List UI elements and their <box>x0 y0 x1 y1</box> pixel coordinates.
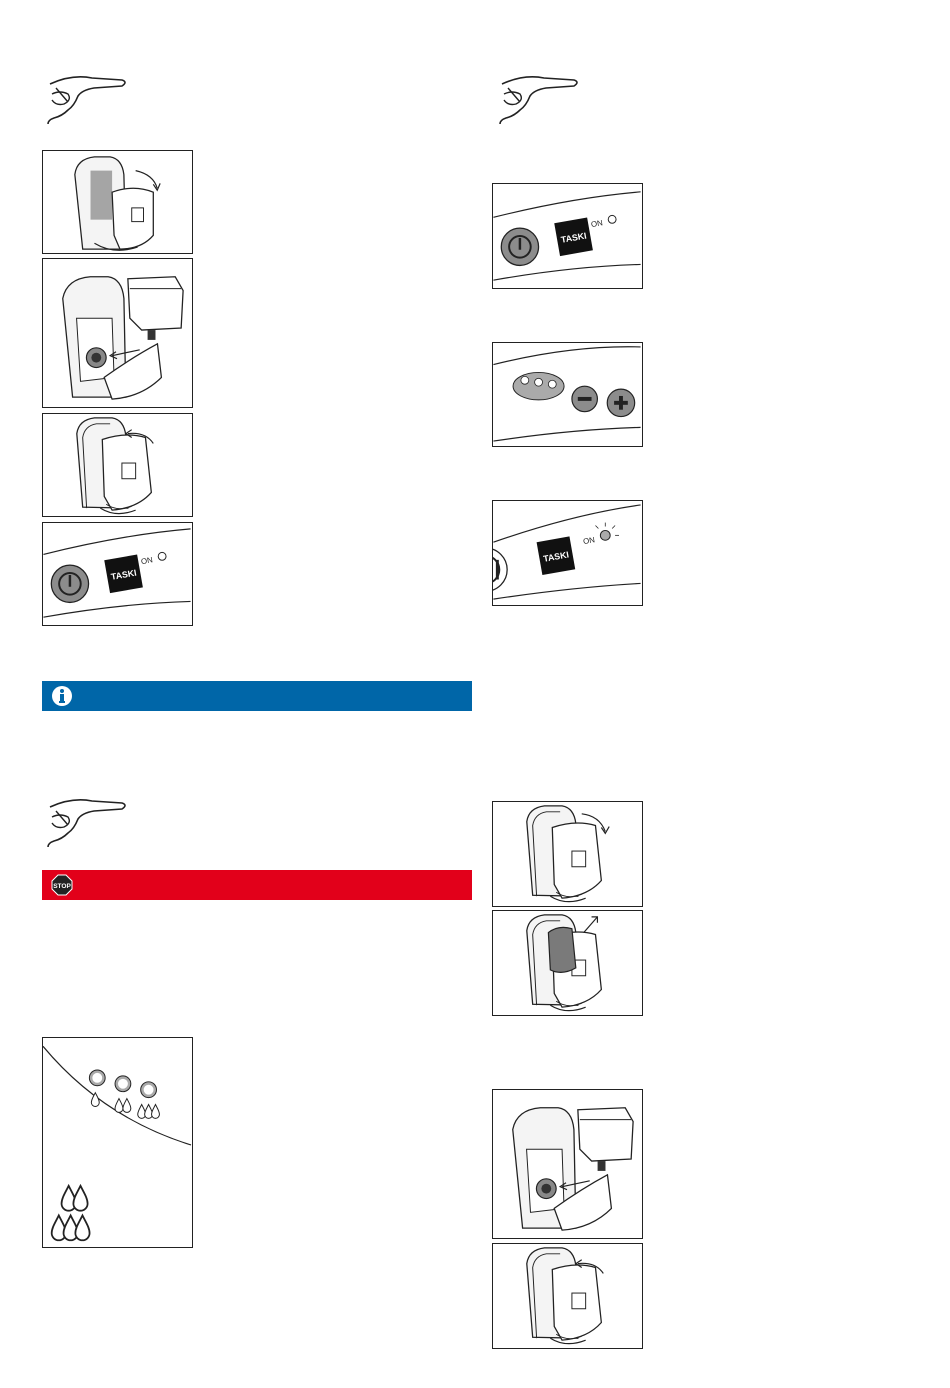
power-button-icon <box>51 565 88 602</box>
svg-text:TASKI: TASKI <box>542 549 570 564</box>
insert-cartridge-illustration <box>42 258 193 408</box>
dispenser-open-cover-illustration <box>42 150 193 254</box>
plus-icon <box>607 389 634 416</box>
dosage-led-1 <box>521 376 529 384</box>
dosage-led-1 <box>89 1070 105 1107</box>
on-label: ON <box>590 218 604 230</box>
dosage-led-3 <box>138 1082 160 1119</box>
insert-cartridge-illustration <box>492 1089 643 1239</box>
on-indicator-led-lit <box>595 523 619 541</box>
svg-text:TASKI: TASKI <box>110 567 138 582</box>
dosage-adjust-panel-illustration <box>492 342 643 447</box>
power-button-icon <box>501 228 538 265</box>
brand-logo <box>104 554 143 593</box>
dosage-led-3 <box>548 380 556 388</box>
on-indicator-lit-illustration <box>492 500 643 606</box>
brand-logo <box>554 217 593 256</box>
brand-logo <box>537 536 576 575</box>
svg-text:TASKI: TASKI <box>560 230 588 245</box>
stop-warning-bar <box>42 870 472 900</box>
dosage-high-droplet-icon <box>52 1215 90 1240</box>
open-cover-illustration <box>492 801 643 907</box>
stop-icon <box>51 874 73 896</box>
remove-cartridge-illustration <box>492 910 643 1016</box>
power-icon <box>493 548 507 591</box>
close-cover-illustration <box>42 413 193 517</box>
on-indicator-led <box>608 215 616 223</box>
dosage-led-2 <box>115 1076 131 1113</box>
dosage-led-2 <box>535 378 543 386</box>
on-label: ON <box>140 555 154 567</box>
on-label: ON <box>582 535 596 547</box>
pointing-hand-icon <box>42 795 132 851</box>
pointing-hand-icon <box>494 72 584 128</box>
control-panel-power-illustration <box>492 183 643 289</box>
dosage-level-legend-illustration <box>42 1037 193 1248</box>
close-cover-illustration <box>492 1243 643 1349</box>
control-panel-power-illustration <box>42 522 193 626</box>
info-icon <box>51 685 73 707</box>
minus-icon <box>572 386 598 412</box>
on-indicator-led <box>158 552 166 560</box>
info-bar <box>42 681 472 711</box>
dosage-medium-droplet-icon <box>62 1186 88 1211</box>
svg-text:STOP: STOP <box>53 883 71 890</box>
pointing-hand-icon <box>42 72 132 128</box>
